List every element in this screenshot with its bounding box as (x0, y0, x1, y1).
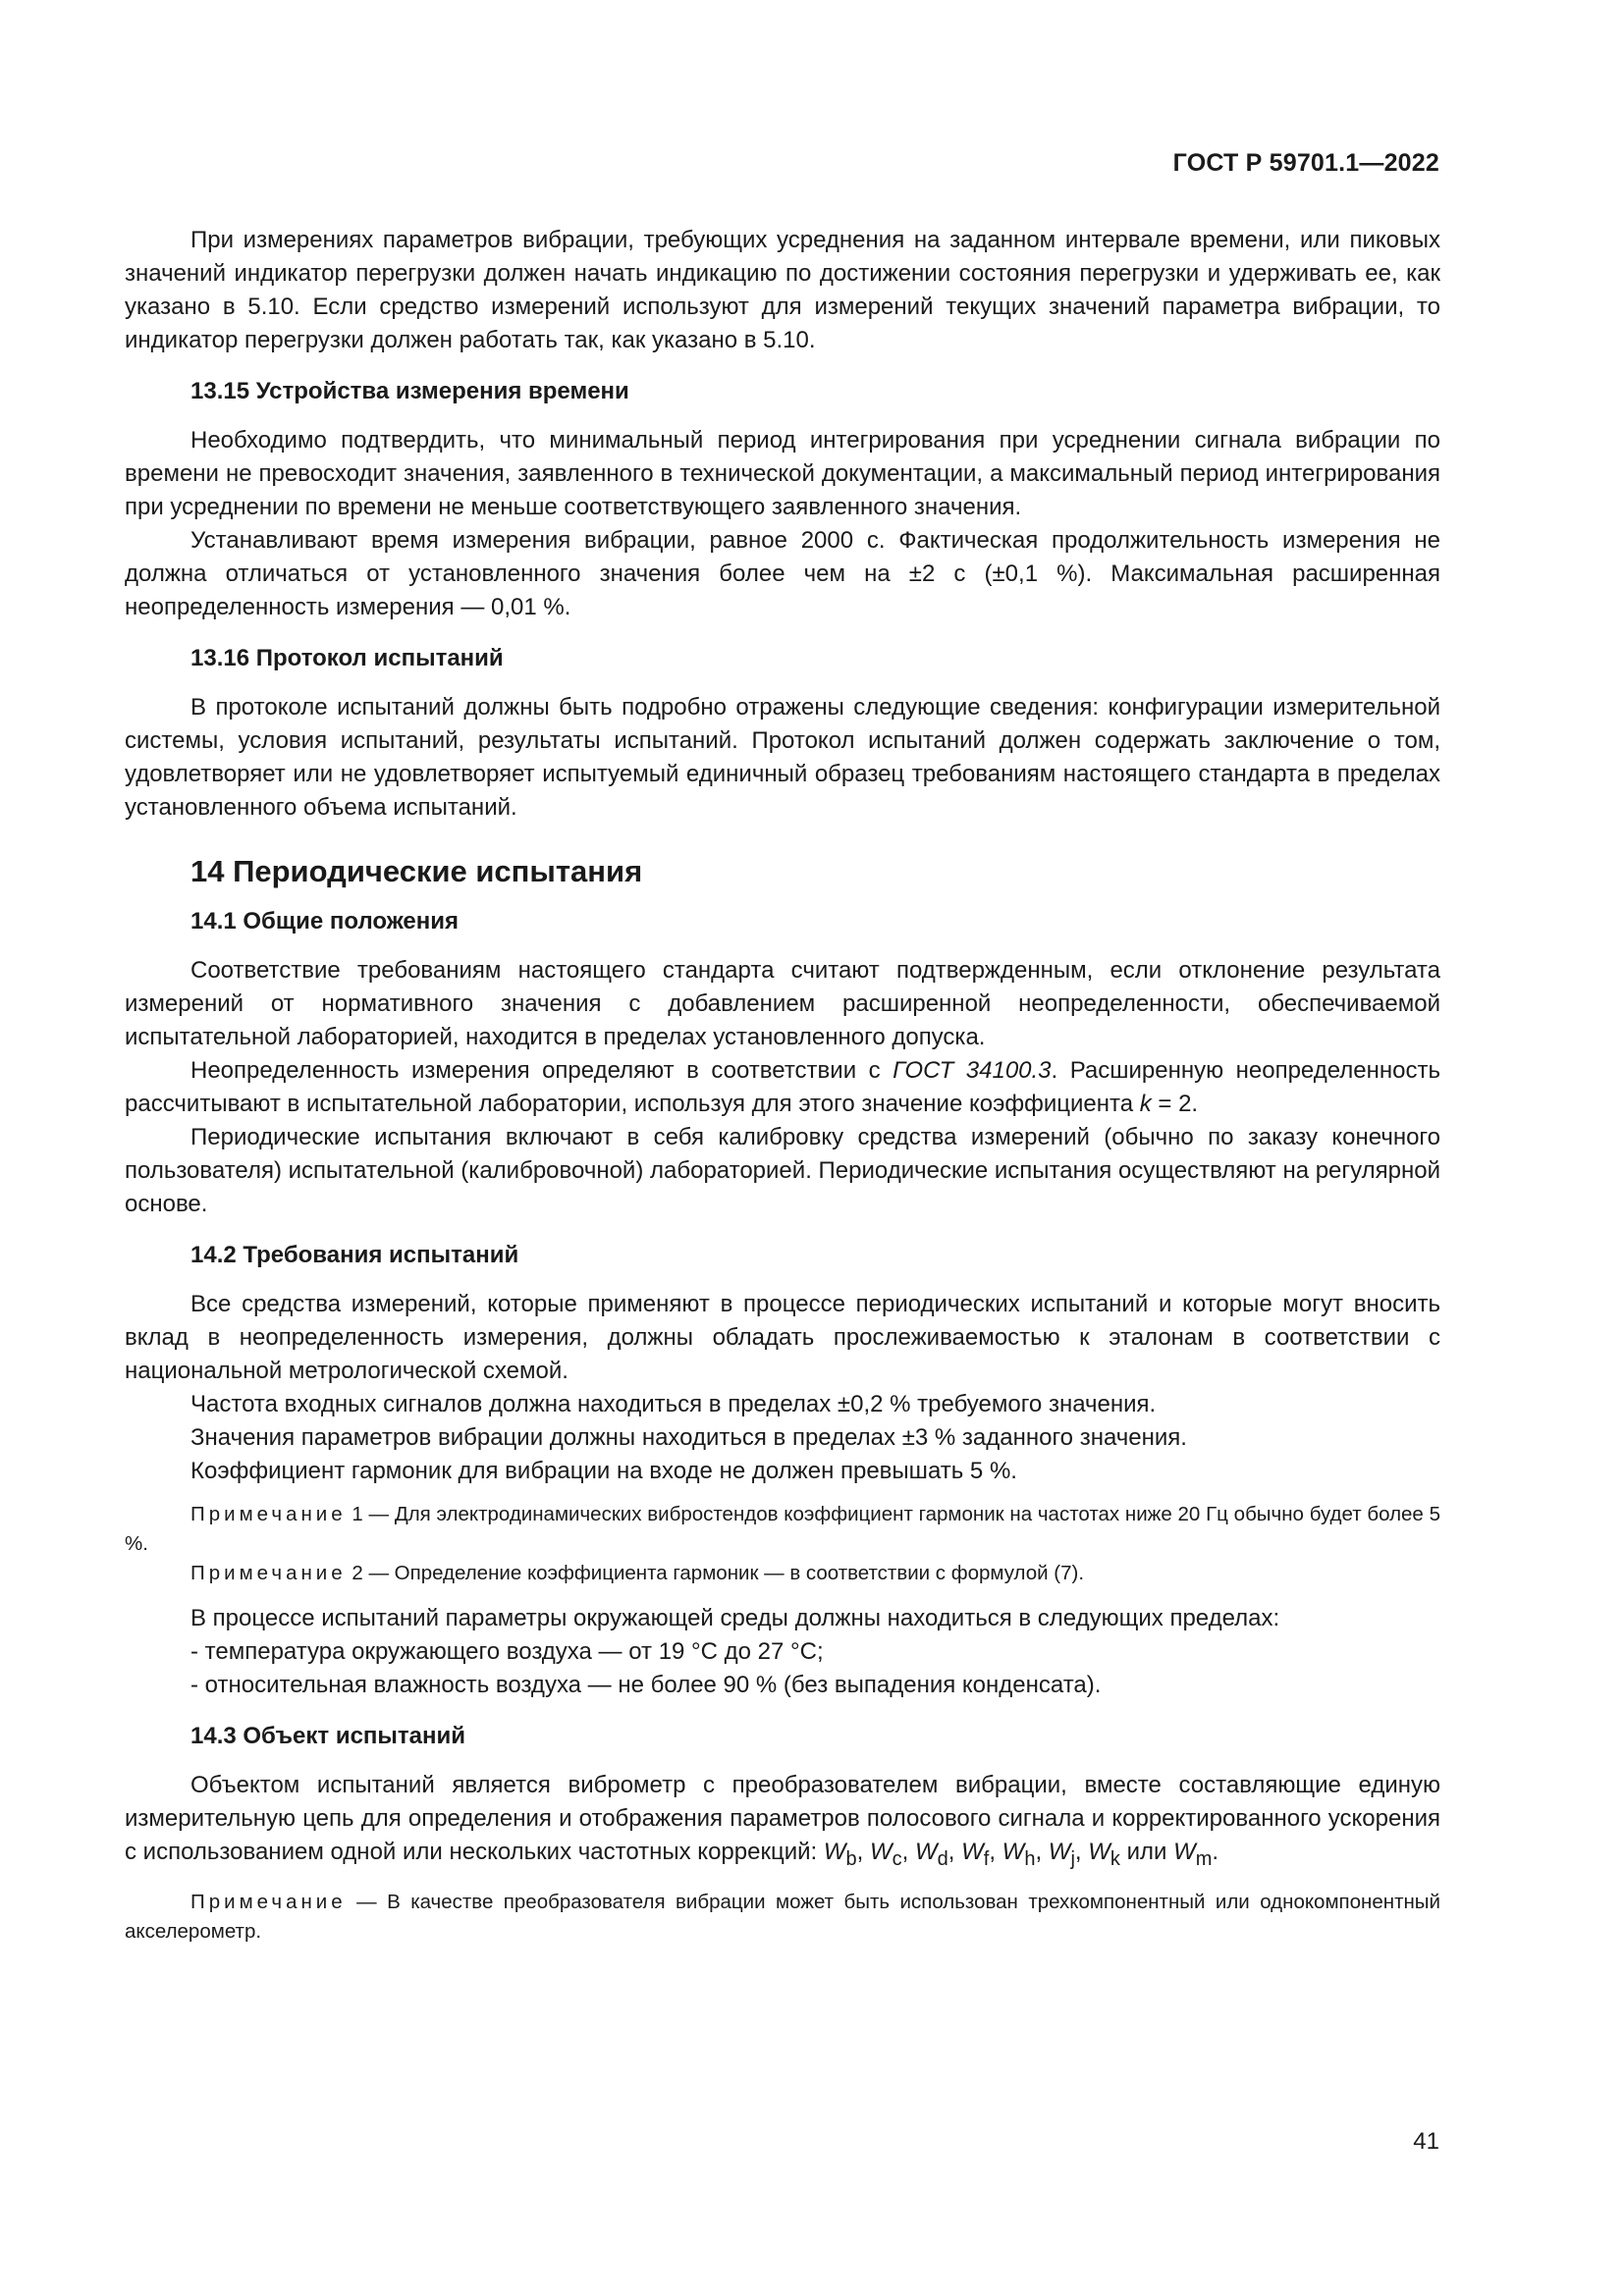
requirement-line: Коэффициент гармоник для вибрации на входе не должен превышать 5 %. (190, 1458, 1017, 1484)
subsection-heading-14-3: 14.3 Объект испытаний (190, 1723, 466, 1749)
requirement-line: Значения параметров вибрации должны находиться в пределах ±3 % заданного значения. (190, 1424, 1187, 1451)
subsection-heading-14-2: 14.2 Требования испытаний (190, 1242, 519, 1268)
page-number: 41 (1413, 2128, 1439, 2155)
document-code: ГОСТ Р 59701.1—2022 (1172, 149, 1439, 177)
paragraph: Необходимо подтвердить, что минимальный период интегрирования при усреднении сигнала вибрации по времени не превосходит значения, заявленного в технической документации, а максимальный период интегрирования при усреднении по времени не меньше соответствующего заявленного значения. (125, 427, 1440, 520)
notes-block (125, 1888, 1440, 1947)
paragraph: Все средства измерений, которые применяют в процессе периодических испытаний и которые могут вносить вклад в неопределенность измерения, должны обладать прослеживаемостью к эталонам в соответствии с национальной метрологической схемой. (125, 1291, 1440, 1384)
notes-block (125, 1500, 1440, 1588)
page-content (125, 224, 1440, 1960)
env-condition: - относительная влажность воздуха — не более 90 % (без выпадения конденсата). (190, 1672, 1102, 1698)
subsection-heading-13-15: 13.15 Устройства измерения времени (190, 378, 629, 404)
paragraph: В протоколе испытаний должны быть подробно отражены следующие сведения: конфигурации измерительной системы, условия испытаний, результаты испытаний. Протокол испытаний должен содержать заключение о том, удовлетворяет или не удовлетворяет испытуемый единичный образец требованиям настоящего стандарта в пределах установленного объема испытаний. (125, 694, 1440, 821)
paragraph-test-object: Объектом испытаний является виброметр с преобразователем вибрации, вместе составляющие единую измерительную цепь для определения и отображения параметров полосового сигнала и корректированного ускорения с использованием одной или нескольких частотных коррекций: $W_b$, $W_c$, $W_d$, $W_f$, $W_h$, $W_j$, $W_k$ или $W_m$. (125, 1772, 1440, 1870)
paragraph: Периодические испытания включают в себя калибровку средства измерений (обычно по заказу конечного пользователя) испытательной (калибровочной) лабораторией. Периодические испытания осуществляют на регулярной основе. (125, 1124, 1440, 1217)
requirement-line: Частота входных сигналов должна находиться в пределах ±0,2 % требуемого значения. (190, 1391, 1157, 1417)
note: Примечание — В качестве преобразователя вибрации может быть использован трехкомпонентный или однокомпонентный акселерометр. (125, 1890, 1440, 1943)
subsection-heading-13-16: 13.16 Протокол испытаний (190, 645, 504, 671)
section-heading-14: 14 Периодические испытания (190, 854, 643, 888)
coefficient-symbol: k (1139, 1091, 1152, 1117)
paragraph: При измерениях параметров вибрации, требующих усреднения на заданном интервале времени, или пиковых значений индикатор перегрузки должен начать индикацию по достижении состояния перегрузки и удерживать ее, как указано в 5.10. Если средство измерений используют для измерений текущих значений параметра вибрации, то индикатор перегрузки должен работать так, как указано в 5.10. (125, 227, 1440, 353)
note-1: Примечание 1 — Для электродинамических вибростендов коэффициент гармоник на частотах ниже 20 Гц обычно будет более 5 %. (125, 1503, 1440, 1555)
standard-reference: ГОСТ 34100.3 (893, 1057, 1052, 1084)
paragraph: Соответствие требованиям настоящего стандарта считают подтвержденным, если отклонение результата измерений от нормативного значения с добавлением расширенной неопределенности, обеспечиваемой испытательной лабораторией, находится в пределах установленного допуска. (125, 957, 1440, 1050)
paragraph-uncertainty: Неопределенность измерения определяют в соответствии с ГОСТ 34100.3. Расширенную неопределенность рассчитывают в испытательной лаборатории, используя для этого значение коэффициента k = 2. (125, 1057, 1441, 1117)
note-2: Примечание 2 — Определение коэффициента гармоник — в соответствии с формулой (7). (190, 1562, 1085, 1584)
env-condition: - температура окружающего воздуха — от 19 °С до 27 °С; (190, 1638, 824, 1665)
paragraph: В процессе испытаний параметры окружающей среды должны находиться в следующих пределах: (190, 1605, 1280, 1631)
paragraph: Устанавливают время измерения вибрации, равное 2000 с. Фактическая продолжительность измерения не должна отличаться от установленного значения более чем на ±2 с (±0,1 %). Максимальная расширенная неопределенность измерения — 0,01 %. (125, 527, 1440, 620)
subsection-heading-14-1: 14.1 Общие положения (190, 908, 460, 934)
note-label: Примечание (190, 1503, 347, 1525)
note-label: Примечание (190, 1890, 347, 1913)
note-label: Примечание (190, 1562, 347, 1584)
